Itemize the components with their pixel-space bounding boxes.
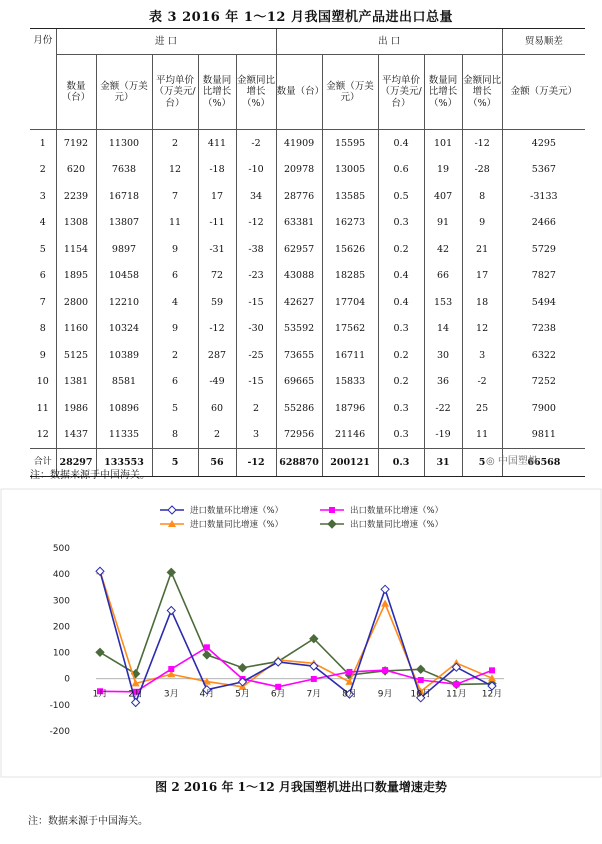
total-cell: 628870 xyxy=(276,449,322,477)
x-tick-label: 9月 xyxy=(377,689,393,700)
y-tick-label: 200 xyxy=(52,622,70,633)
table-cell: 5 xyxy=(39,243,46,255)
table-cell: 9897 xyxy=(96,236,152,263)
table-cell: 11 xyxy=(462,422,502,449)
table-cell: 287 xyxy=(198,342,236,369)
table-cell: 1154 xyxy=(56,236,96,263)
trade-table xyxy=(30,28,585,477)
table-cell: 6 xyxy=(152,263,198,290)
table-cell: -10 xyxy=(236,157,276,184)
figure-note: 注：数据来源于中国海关。 xyxy=(28,816,148,827)
table-cell: -12 xyxy=(462,130,502,157)
table-cell: 7192 xyxy=(56,130,96,157)
table-cell: 19 xyxy=(424,157,462,184)
table-cell: 1895 xyxy=(56,263,96,290)
table-cell: 14 xyxy=(424,316,462,343)
table-cell: 21 xyxy=(462,236,502,263)
table-cell: 1437 xyxy=(56,422,96,449)
table-cell: -12 xyxy=(236,210,276,237)
table-row xyxy=(30,210,585,237)
table-cell: -22 xyxy=(424,395,462,422)
table-cell: 0.6 xyxy=(378,157,424,184)
table-cell: 3 xyxy=(236,422,276,449)
legend-item-0 xyxy=(160,505,283,516)
table-cell: 5125 xyxy=(56,342,96,369)
table-row xyxy=(30,289,585,316)
series-3 xyxy=(96,568,496,688)
table-cell: 1986 xyxy=(56,395,96,422)
table-cell: 9 xyxy=(152,236,198,263)
table-cell: 17 xyxy=(462,263,502,290)
import-group-header: 进 口 xyxy=(56,29,276,55)
table-row xyxy=(30,130,585,157)
table-cell: 4 xyxy=(39,217,46,229)
x-tick-label: 8月 xyxy=(342,689,357,700)
table-cell: 5729 xyxy=(502,236,585,263)
table-cell: 16711 xyxy=(322,342,378,369)
figure-caption: 图 2 2016 年 1～12 月我国塑机进出口数量增速走势 xyxy=(155,780,447,794)
col-header-import-0: 数量（台） xyxy=(56,55,96,130)
table-cell: -3133 xyxy=(502,183,585,210)
series-line xyxy=(100,571,492,691)
y-tick-label: 100 xyxy=(52,648,70,659)
x-tick-label: 2月 xyxy=(128,689,144,700)
table-cell: -49 xyxy=(198,369,236,396)
table-cell: 5367 xyxy=(502,157,585,184)
table-cell: 36 xyxy=(424,369,462,396)
table-cell: 18796 xyxy=(322,395,378,422)
table-cell: 17 xyxy=(198,183,236,210)
table-cell: 72 xyxy=(198,263,236,290)
trade-group-header: 贸易顺差 xyxy=(502,29,585,55)
x-tick-label: 5月 xyxy=(235,689,250,700)
table-cell: 73655 xyxy=(276,342,322,369)
col-header-import-1: 金额（万美元） xyxy=(96,55,152,130)
total-label: 合计 xyxy=(30,449,56,477)
month-header: 月份 xyxy=(30,29,56,130)
table-cell: 2800 xyxy=(56,289,96,316)
data-point xyxy=(311,676,317,682)
table-cell: 13585 xyxy=(322,183,378,210)
table-cell: 153 xyxy=(424,289,462,316)
table-cell: 20978 xyxy=(276,157,322,184)
table-cell: 7238 xyxy=(502,316,585,343)
x-tick-label: 11月 xyxy=(446,689,467,700)
table-row xyxy=(30,422,585,449)
table-cell: 0.3 xyxy=(378,422,424,449)
data-point xyxy=(382,667,388,673)
table-cell: 7 xyxy=(152,183,198,210)
series-line xyxy=(100,647,492,691)
col-header-import-3: 数量同比增长（%） xyxy=(198,55,236,130)
table-cell: 43088 xyxy=(276,263,322,290)
table-cell: 10 xyxy=(36,376,49,388)
data-point xyxy=(167,568,175,576)
table-cell: -18 xyxy=(198,157,236,184)
table-cell: 11335 xyxy=(96,422,152,449)
table-cell: -11 xyxy=(198,210,236,237)
data-point xyxy=(204,644,210,650)
table-cell: -30 xyxy=(236,316,276,343)
table-cell: 2 xyxy=(152,130,198,157)
table-cell: 41909 xyxy=(276,130,322,157)
col-header-export-1: 金额（万美元） xyxy=(322,55,378,130)
table-cell: -28 xyxy=(462,157,502,184)
table-cell: 25 xyxy=(462,395,502,422)
table-cell: -15 xyxy=(236,369,276,396)
table-cell: 53592 xyxy=(276,316,322,343)
total-cell: 5 xyxy=(462,449,502,477)
table-row xyxy=(30,236,585,263)
table-cell: 59 xyxy=(198,289,236,316)
table-cell: 9 xyxy=(462,210,502,237)
data-point xyxy=(346,669,352,675)
table-cell: 0.2 xyxy=(378,342,424,369)
table-cell: 12210 xyxy=(96,289,152,316)
data-point xyxy=(168,506,176,514)
table-cell: 42 xyxy=(424,236,462,263)
table-cell: 101 xyxy=(424,130,462,157)
table-cell: 3 xyxy=(462,342,502,369)
table-cell: 10389 xyxy=(96,342,152,369)
x-tick-label: 4月 xyxy=(199,689,215,700)
table-cell: 0.3 xyxy=(378,316,424,343)
table-cell: 0.4 xyxy=(378,263,424,290)
x-tick-label: 6月 xyxy=(270,689,286,700)
table-row xyxy=(30,157,585,184)
col-header-export-2: 平均单价（万美元/台） xyxy=(378,55,424,130)
table-cell: 7900 xyxy=(502,395,585,422)
table-cell: 0.3 xyxy=(378,395,424,422)
table-cell: 18285 xyxy=(322,263,378,290)
data-point xyxy=(329,507,335,513)
data-point xyxy=(167,606,175,614)
table-row xyxy=(30,263,585,290)
table-row xyxy=(30,342,585,369)
table-cell: 11300 xyxy=(96,130,152,157)
series-line xyxy=(100,572,492,684)
legend-item-1 xyxy=(320,505,443,516)
table-cell: 10896 xyxy=(96,395,152,422)
table-cell: 2 xyxy=(152,342,198,369)
table-cell: 10324 xyxy=(96,316,152,343)
table-cell: 7252 xyxy=(502,369,585,396)
table-cell: 55286 xyxy=(276,395,322,422)
table-cell: 91 xyxy=(424,210,462,237)
x-tick-label: 7月 xyxy=(306,689,322,700)
table-cell: 0.4 xyxy=(378,130,424,157)
table-cell: 411 xyxy=(198,130,236,157)
table-cell: -38 xyxy=(236,236,276,263)
total-cell: 66568 xyxy=(502,449,585,477)
table-cell: 21146 xyxy=(322,422,378,449)
x-tick-label: 12月 xyxy=(481,689,503,700)
data-point xyxy=(96,648,104,656)
table-cell: 69665 xyxy=(276,369,322,396)
export-group-header: 出 口 xyxy=(276,29,502,55)
table-cell: 6 xyxy=(39,270,46,282)
table-cell: 6 xyxy=(152,369,198,396)
data-point xyxy=(453,681,459,687)
table-cell: -25 xyxy=(236,342,276,369)
table-cell: 15595 xyxy=(322,130,378,157)
table-cell: 7827 xyxy=(502,263,585,290)
table-cell: 0.4 xyxy=(378,289,424,316)
table-cell: 9811 xyxy=(502,422,585,449)
table-note: 注：数据来源于中国海关。 xyxy=(30,470,150,481)
legend-label: 出口数量同比增速（%） xyxy=(350,520,444,530)
total-cell: 31 xyxy=(424,449,462,477)
watermark: ◎ 中国塑机 xyxy=(486,456,538,467)
watermark-text: 中国塑机 xyxy=(497,456,538,467)
table-title: 表 3 2016 年 1～12 月我国塑机产品进出口总量 xyxy=(149,10,453,25)
table-cell: 63381 xyxy=(276,210,322,237)
table-cell: 9 xyxy=(152,316,198,343)
data-point xyxy=(328,520,336,528)
table-cell: 15833 xyxy=(322,369,378,396)
table-cell: -15 xyxy=(236,289,276,316)
table-cell: 8581 xyxy=(96,369,152,396)
table-cell: -23 xyxy=(236,263,276,290)
data-point xyxy=(417,665,425,673)
col-header-import-4: 金额同比增长（%） xyxy=(236,55,276,130)
total-cell: 0.3 xyxy=(378,449,424,477)
table-cell: 11 xyxy=(152,210,198,237)
table-cell: 11 xyxy=(36,402,49,414)
col-header-export-0: 数量（台） xyxy=(276,55,322,130)
table-row xyxy=(30,316,585,343)
table-cell: 4 xyxy=(152,289,198,316)
table-cell: 62957 xyxy=(276,236,322,263)
table-cell: 17704 xyxy=(322,289,378,316)
table-cell: 7 xyxy=(39,296,46,308)
table-cell: 6322 xyxy=(502,342,585,369)
table-cell: 2466 xyxy=(502,210,585,237)
table-cell: 34 xyxy=(236,183,276,210)
table-cell: 60 xyxy=(198,395,236,422)
table-cell: 12 xyxy=(152,157,198,184)
table-row xyxy=(30,395,585,422)
table-cell: 4295 xyxy=(502,130,585,157)
table-cell: 16718 xyxy=(96,183,152,210)
table-cell: 30 xyxy=(424,342,462,369)
table-cell: 72956 xyxy=(276,422,322,449)
table-cell: 0.5 xyxy=(378,183,424,210)
table-cell: 13807 xyxy=(96,210,152,237)
table-cell: 8 xyxy=(462,183,502,210)
table-cell: 1 xyxy=(39,137,46,149)
total-cell: 133553 xyxy=(96,449,152,477)
table-cell: 620 xyxy=(56,157,96,184)
total-cell: 56 xyxy=(198,449,236,477)
legend-label: 进口数量同比增速（%） xyxy=(190,520,284,530)
table-cell: 1160 xyxy=(56,316,96,343)
table-cell: 7638 xyxy=(96,157,152,184)
x-tick-label: 10月 xyxy=(410,689,431,700)
growth-line-chart xyxy=(0,488,602,778)
table-cell: 0.2 xyxy=(378,369,424,396)
table-cell: 2 xyxy=(236,395,276,422)
table-cell: 3 xyxy=(39,190,46,202)
table-cell: 0.3 xyxy=(378,210,424,237)
table-cell: 17562 xyxy=(322,316,378,343)
legend-label: 进口数量环比增速（%） xyxy=(190,506,284,516)
table-cell: -2 xyxy=(236,130,276,157)
table-cell: -2 xyxy=(462,369,502,396)
col-header-import-2: 平均单价（万美元/台） xyxy=(152,55,198,130)
x-tick-label: 1月 xyxy=(92,689,108,700)
y-tick-label: 400 xyxy=(52,570,70,581)
x-tick-label: 3月 xyxy=(163,689,179,700)
table-cell: 5 xyxy=(152,395,198,422)
table-cell: 2239 xyxy=(56,183,96,210)
series-1 xyxy=(97,644,495,694)
table-row xyxy=(30,369,585,396)
total-cell: 28297 xyxy=(56,449,96,477)
y-tick-label: 300 xyxy=(52,596,70,607)
y-tick-label: -100 xyxy=(49,700,70,711)
data-point xyxy=(168,666,174,672)
legend-label: 出口数量环比增速（%） xyxy=(350,506,444,516)
table-cell: 15626 xyxy=(322,236,378,263)
series-0 xyxy=(96,567,496,706)
table-cell: -12 xyxy=(198,316,236,343)
data-point xyxy=(381,600,389,607)
total-cell: 200121 xyxy=(322,449,378,477)
table-cell: 2 xyxy=(39,164,46,176)
table-cell: 1308 xyxy=(56,210,96,237)
data-point xyxy=(489,667,495,673)
table-cell: 13005 xyxy=(322,157,378,184)
table-cell: 12 xyxy=(462,316,502,343)
y-tick-label: 500 xyxy=(52,544,70,554)
table-cell: -19 xyxy=(424,422,462,449)
table-cell: 5494 xyxy=(502,289,585,316)
table-cell: 2 xyxy=(198,422,236,449)
total-cell: 5 xyxy=(152,449,198,477)
table-cell: 66 xyxy=(424,263,462,290)
table-cell: -31 xyxy=(198,236,236,263)
y-tick-label: -200 xyxy=(49,727,70,737)
col-header-export-4: 金额同比增长（%） xyxy=(462,55,502,130)
legend-item-2 xyxy=(160,519,283,530)
table-cell: 10458 xyxy=(96,263,152,290)
table-cell: 9 xyxy=(39,349,46,361)
table-cell: 18 xyxy=(462,289,502,316)
data-point xyxy=(381,585,389,593)
total-cell: -12 xyxy=(236,449,276,477)
table-cell: 12 xyxy=(30,422,56,449)
table-cell: 0.2 xyxy=(378,236,424,263)
table-cell: 8 xyxy=(152,422,198,449)
data-point xyxy=(239,664,247,672)
table-cell: 16273 xyxy=(322,210,378,237)
table-cell: 407 xyxy=(424,183,462,210)
table-cell: 1381 xyxy=(56,369,96,396)
y-tick-label: 0 xyxy=(64,674,70,685)
data-point xyxy=(203,651,211,659)
table-cell: 42627 xyxy=(276,289,322,316)
table-row xyxy=(30,183,585,210)
table-cell: 28776 xyxy=(276,183,322,210)
legend-item-3 xyxy=(320,519,443,530)
table-cell: 8 xyxy=(39,323,46,335)
col-header-export-3: 数量同比增长（%） xyxy=(424,55,462,130)
data-point xyxy=(418,677,424,683)
col-header-trade-0: 金额（万美元） xyxy=(502,55,585,130)
